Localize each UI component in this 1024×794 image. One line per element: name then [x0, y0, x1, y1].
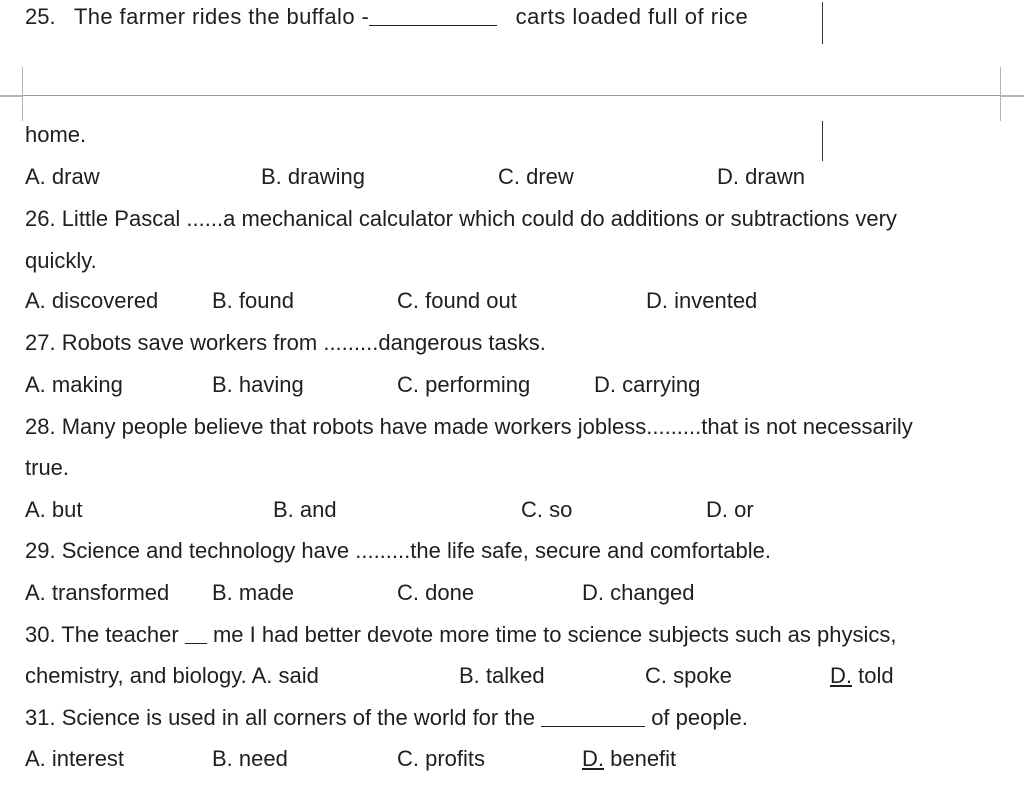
option-c: C. performing [397, 372, 531, 397]
page-corner-marker-right-top [1000, 67, 1024, 96]
option-c: C. profits [397, 746, 486, 771]
question-continuation: true. [25, 455, 70, 480]
option-word: told [852, 663, 894, 688]
text-cursor [822, 121, 823, 161]
option-a: A. transformed [25, 580, 170, 605]
answer-blank [185, 625, 207, 644]
option-d: D. or [706, 497, 754, 522]
question-28: 28. Many people believe that robots have made workers jobless.........that is not necessarily [25, 414, 913, 439]
option-a: A. but [25, 497, 83, 522]
option-d: D. carrying [594, 372, 701, 397]
option-d [582, 745, 676, 773]
option-c: C. so [521, 497, 573, 522]
option-b: B. made [212, 580, 294, 605]
option-d: D. invented [646, 288, 758, 313]
option-b: B. and [273, 497, 337, 522]
option-b: B. need [212, 746, 288, 771]
option-b: B. drawing [261, 164, 365, 189]
option-a: A. making [25, 372, 123, 397]
question-29: 29. Science and technology have .........the life safe, secure and comfortable. [25, 538, 772, 563]
option-letter: D. [830, 663, 852, 688]
question-26: 26. Little Pascal ......a mechanical calculator which could do additions or subtractions very [25, 206, 897, 231]
option-letter: D. [582, 746, 604, 771]
question-text: of people. [651, 705, 748, 730]
question-31 [25, 704, 748, 732]
page-corner-marker-right-bottom [1000, 96, 1024, 121]
option-a: A. interest [25, 746, 125, 771]
option-d: D. drawn [717, 164, 806, 189]
text-cursor [822, 2, 823, 44]
option-a: A. draw [25, 164, 100, 189]
page-corner-marker-left-bottom [0, 96, 23, 121]
question-27: 27. Robots save workers from .........dangerous tasks. [25, 330, 546, 355]
option-c: C. done [397, 580, 475, 605]
question-text: The farmer rides the buffalo - [73, 4, 370, 29]
question-25 [25, 3, 748, 31]
question-continuation: chemistry, and biology. A. said [25, 663, 319, 688]
question-text: 30. The teacher [25, 622, 179, 647]
answer-blank [541, 708, 645, 727]
option-a: A. discovered [25, 288, 159, 313]
question-text: me I had better devote more time to science subjects such as physics, [212, 622, 897, 647]
option-c: C. found out [397, 288, 517, 313]
answer-blank [369, 7, 497, 26]
question-30 [25, 621, 897, 649]
page-corner-marker-left-top [0, 67, 23, 96]
question-text: 31. Science is used in all corners of the world for the [25, 705, 535, 730]
question-text: carts loaded full of rice [515, 4, 749, 29]
page-break-line [0, 95, 1024, 96]
option-c: C. spoke [645, 663, 732, 688]
option-b: B. found [212, 288, 294, 313]
option-d: D. changed [582, 580, 695, 605]
question-continuation: quickly. [25, 248, 97, 273]
option-b: B. having [212, 372, 304, 397]
option-b: B. talked [459, 663, 545, 688]
question-continuation: home. [25, 122, 87, 147]
question-number: 25. [25, 4, 56, 29]
option-d [830, 662, 894, 690]
option-c: C. drew [498, 164, 574, 189]
option-word: benefit [604, 746, 677, 771]
